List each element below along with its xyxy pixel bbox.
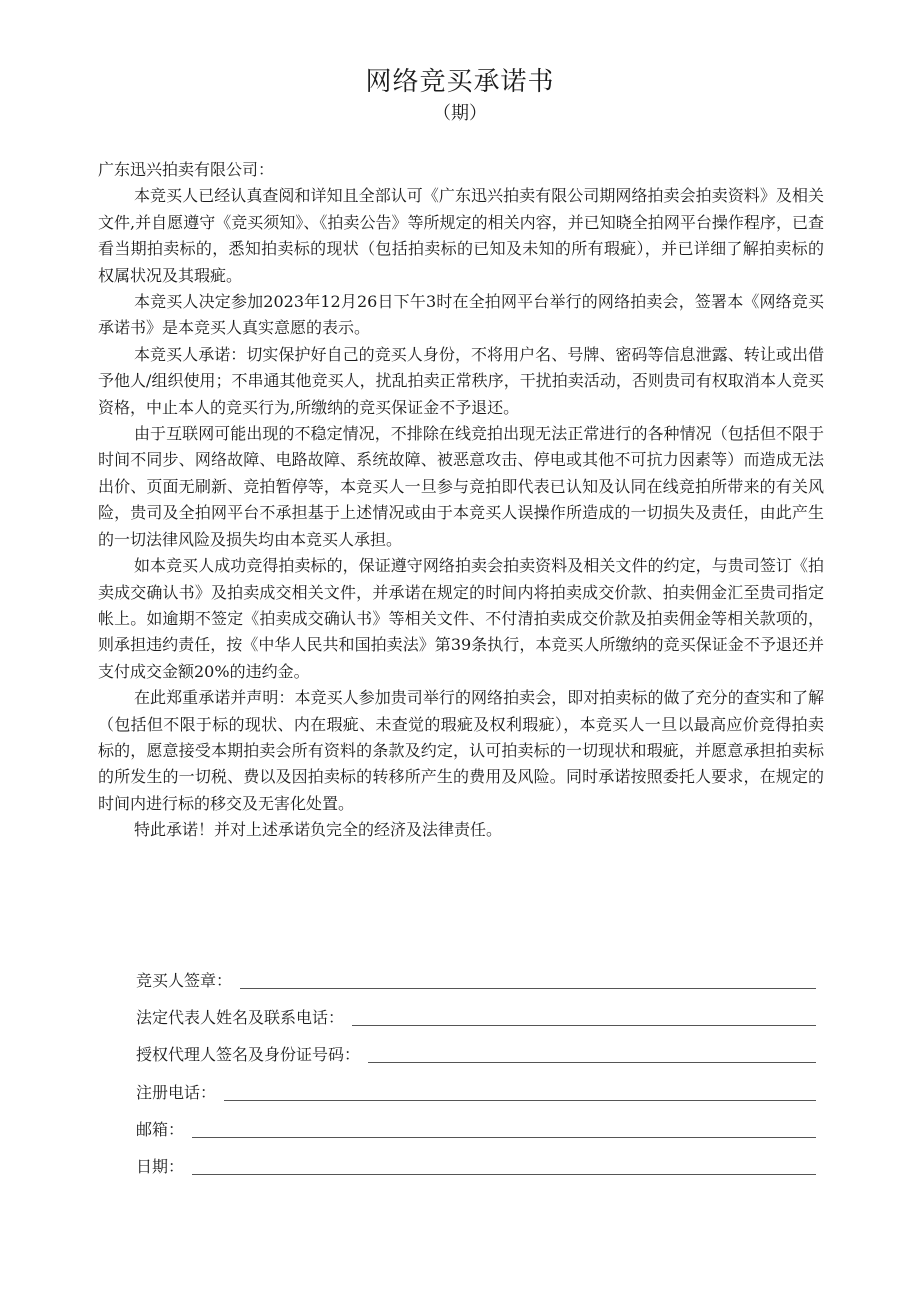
phone-blank[interactable] xyxy=(224,1099,816,1101)
paragraph-identity-commitment: 本竞买人承诺：切实保护好自己的竞买人身份，不将用户名、号牌、密码等信息泄露、转让或出借予他人/组织使用；不串通其他竞买人，扰乱拍卖正常秩序，干扰拍卖活动，否则贵司有权取消本人竞买资格，中止本人的竞买行为,所缴纳的竞买保证金不予退还。 xyxy=(98,344,824,417)
field-label: 邮箱： xyxy=(136,1119,185,1139)
signature-block xyxy=(136,967,816,1179)
signature-row-email xyxy=(136,1105,816,1142)
signature-row-date xyxy=(136,1142,816,1179)
legal-rep-blank[interactable] xyxy=(352,1024,816,1026)
field-label: 日期： xyxy=(136,1156,185,1176)
agent-blank[interactable] xyxy=(368,1061,816,1063)
paragraph-declaration: 在此郑重承诺并声明：本竞买人参加贵司举行的网络拍卖会，即对拍卖标的做了充分的查实和了解（包括但不限于标的现状、内在瑕疵、未查觉的瑕疵及权利瑕疵），本竞买人一旦以最高应价竞得拍卖标的，愿意接受本期拍卖会所有资料的条款及约定，认可拍卖标的一切现状和瑕疵，并愿意承担拍卖标的所发生的一切税、费以及因拍卖标的转移所产生的费用及风险。同时承诺按照委托人要求，在规定的时间内进行标的移交及无害化处置。 xyxy=(98,688,824,813)
signature-row-bidder-seal xyxy=(136,967,816,993)
salutation: 广东迅兴拍卖有限公司： xyxy=(98,160,275,179)
document-title: 网络竞买承诺书 xyxy=(365,67,555,97)
paragraph-successful-bid: 如本竞买人成功竞得拍卖标的，保证遵守网络拍卖会拍卖资料及相关文件的约定，与贵司签订《拍卖成交确认书》及拍卖成交相关文件，并承诺在规定的时间内将拍卖成交价款、拍卖佣金汇至贵司指定帐上。如逾期不签定《拍卖成交确认书》等相关文件、不付清拍卖成交价款及拍卖佣金等相关款项的，则承担违约责任，按《中华人民共和国拍卖法》第39条执行，本竞买人所缴纳的竞买保证金不予退还并支付成交金额20%的违约金。 xyxy=(98,556,824,681)
field-label: 法定代表人姓名及联系电话： xyxy=(136,1008,345,1028)
date-blank[interactable] xyxy=(192,1173,816,1175)
paragraph-review: 本竞买人已经认真查阅和详知且全部认可《广东迅兴拍卖有限公司期网络拍卖会拍卖资料》及相关文件,并自愿遵守《竞买须知》、《拍卖公告》等所规定的相关内容，并已知晓全拍网平台操作程序，已查看当期拍卖标的，悉知拍卖标的现状（包括拍卖标的已知及未知的所有瑕疵），并已详细了解拍卖标的权属状况及其瑕疵。 xyxy=(98,186,824,285)
bidder-seal-blank[interactable] xyxy=(240,987,816,989)
field-label: 授权代理人签名及身份证号码： xyxy=(136,1045,361,1065)
paragraph-participation: 本竞买人决定参加2023年12月26日下午3时在全拍网平台举行的网络拍卖会，签署本《网络竞买承诺书》是本竞买人真实意愿的表示。 xyxy=(98,292,824,338)
field-label: 注册电话： xyxy=(136,1082,217,1102)
email-blank[interactable] xyxy=(192,1136,816,1138)
paragraph-closing: 特此承诺！并对上述承诺负完全的经济及法律责任。 xyxy=(134,820,503,840)
document-body xyxy=(98,157,824,844)
field-label: 竞买人签章： xyxy=(136,971,233,990)
paragraph-internet-risk: 由于互联网可能出现的不稳定情况，不排除在线竞拍出现无法正常进行的各种情况（包括但不限于时间不同步、网络故障、电路故障、系统故障、被恶意攻击、停电或其他不可抗力因素等）而造成无法出价、页面无刷新、竞拍暂停等，本竞买人一旦参与竞拍即代表已认知及认同在线竞拍所带来的有关风险，贵司及全拍网平台不承担基于上述情况或由于本竞买人误操作所造成的一切损失及责任，由此产生的一切法律风险及损失均由本竞买人承担。 xyxy=(98,424,824,549)
signature-row-agent xyxy=(136,1030,816,1067)
signature-row-legal-rep xyxy=(136,993,816,1030)
document-subtitle: （期） xyxy=(433,103,487,124)
signature-row-phone xyxy=(136,1067,816,1104)
